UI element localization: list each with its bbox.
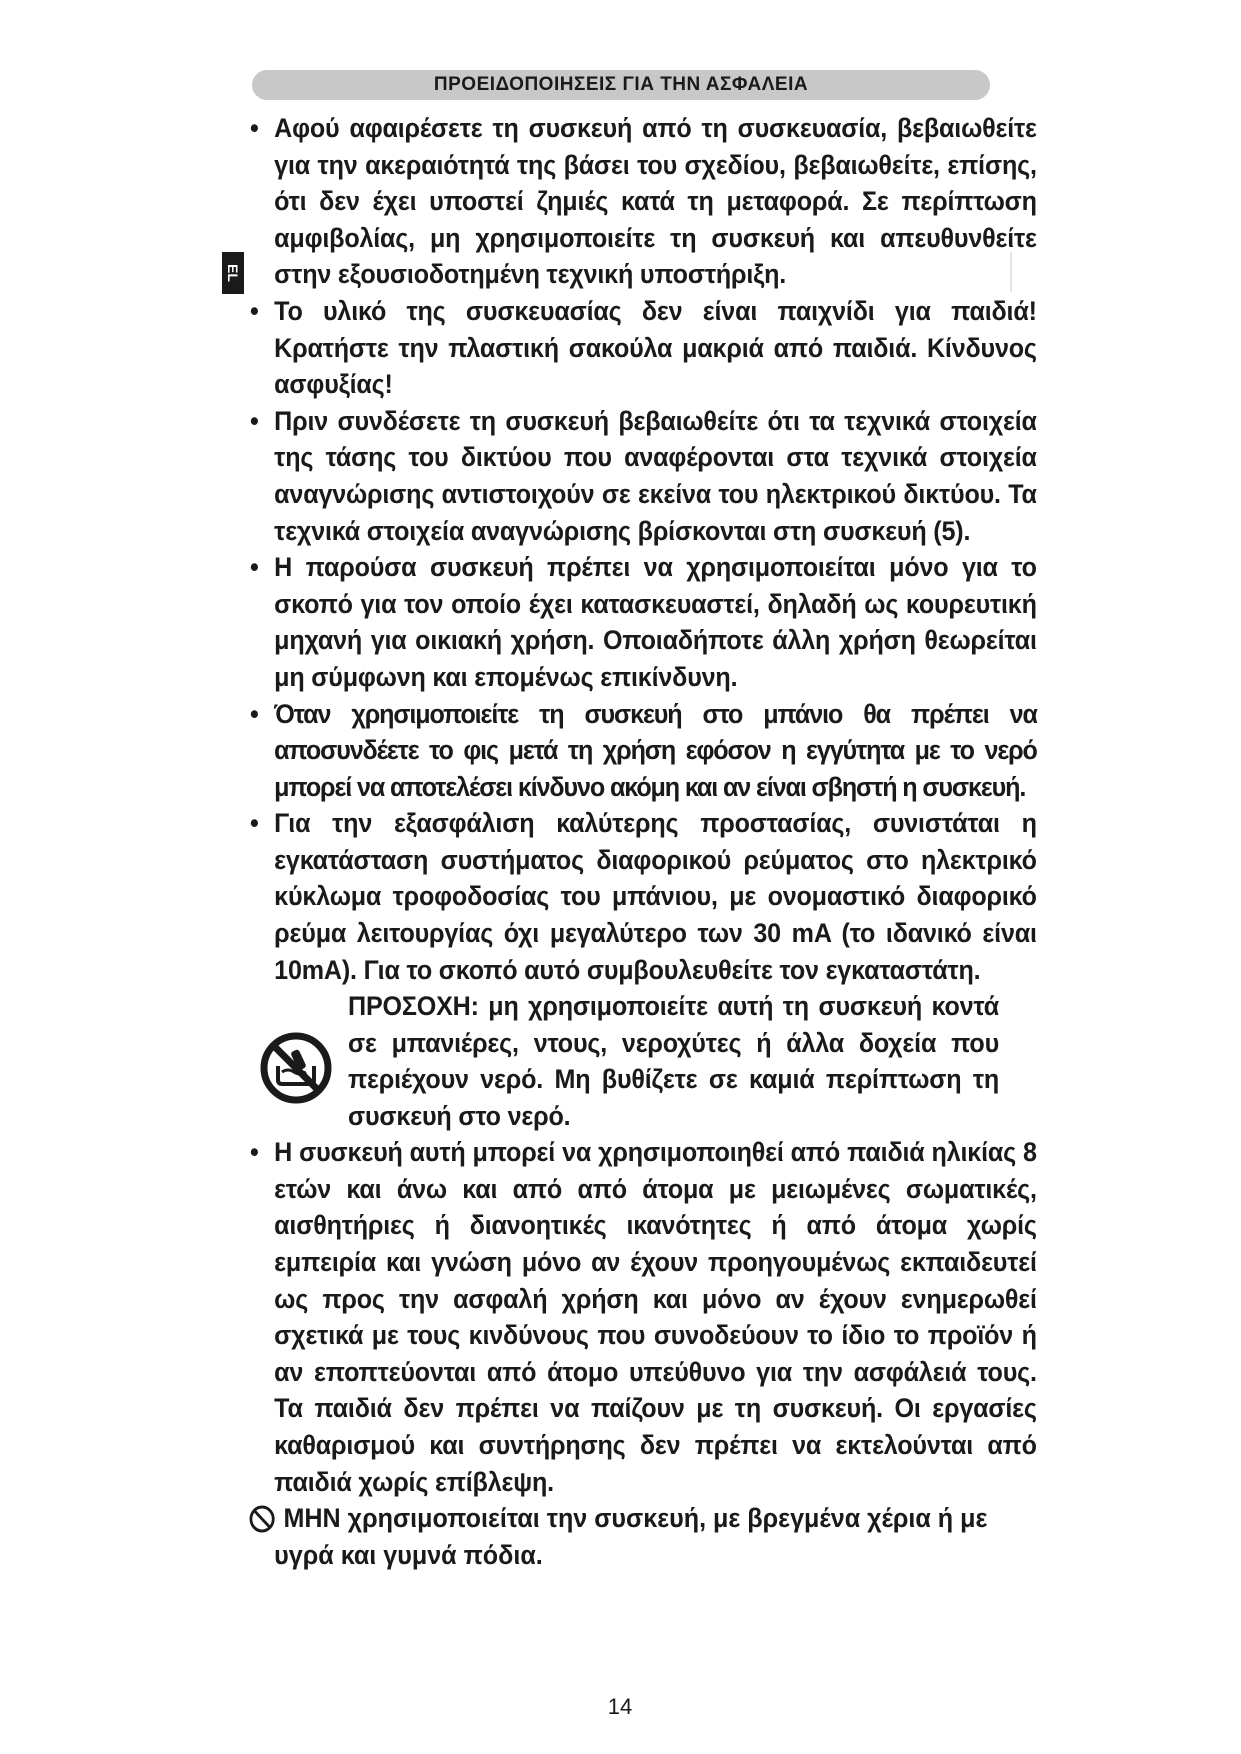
language-tab [222, 252, 244, 294]
bullet-item [250, 1134, 1037, 1500]
bullet-dot: • [250, 552, 259, 583]
no-water-use-icon [260, 1032, 332, 1104]
bullet-text: Πριν συνδέσετε τη συσκευή βεβαιωθείτε ότι τα τεχνικά στοιχεία της τάσης του δικτύου που αναφέρονται στα τεχνικά στοιχεία αναγνώρισης αντιστοιχούν σε εκείνα του ηλεκτρικού δικτύου. Τα τεχνικά στοιχεία αναγνώρισης βρίσκονται στη συσκευή (5). [274, 405, 1037, 546]
water-warning-block [250, 988, 1020, 1134]
prohibited-icon [248, 1504, 276, 1534]
bullet-item [250, 403, 1037, 549]
bullet-dot: • [250, 405, 259, 436]
bullet-item [250, 805, 1037, 988]
bullet-text: Το υλικό της συσκευασίας δεν είναι παιχνίδι για παιδιά! Κρατήστε την πλαστική σακούλα μακριά από παιδιά. Κίνδυνος ασφυξίας! [274, 295, 1037, 400]
wet-hands-warning-text: ΜΗΝ χρησιμοποιείται την συσκευή, με βρεγμένα χέρια ή με υγρά και γυμνά πόδια. [274, 1503, 988, 1570]
safety-content [250, 110, 1037, 1573]
bullet-item [250, 549, 1037, 695]
bullet-dot: • [250, 295, 259, 326]
language-tab-label: EL [224, 264, 241, 282]
bullet-text: Η παρούσα συσκευή πρέπει να χρησιμοποιείται μόνο για το σκοπό για τον οποίο έχει κατασκευαστεί, δηλαδή ως κουρευτική μηχανή για οικιακή χρήση. Οποιαδήποτε άλλη χρήση θεωρείται μη σύμφωνη και επομένως επικίνδυνη. [274, 552, 1037, 692]
bullet-text: Για την εξασφάλιση καλύτερης προστασίας, συνιστάται η εγκατάσταση συστήματος διαφορικού ρεύματος στο ηλεκτρικό κύκλωμα τροφοδοσίας του μπάνιου, με ονομαστικό διαφορικό ρεύμα λειτουργίας όχι μεγαλύτερο των 30 mA (το ιδανικό είναι 10mA). Για το σκοπό αυτό συμβουλευθείτε τον εγκαταστάτη. [274, 808, 1037, 985]
bullet-dot: • [250, 1137, 259, 1168]
bullet-dot: • [250, 808, 259, 839]
water-warning-text: ΠΡΟΣΟΧΗ: μη χρησιμοποιείτε αυτή τη συσκευή κοντά σε μπανιέρες, ντους, νεροχύτες ή άλλα δοχεία που περιέχουν νερό. Μη βυθίζετε σε καμιά περίπτωση τη συσκευή στο νερό. [348, 991, 999, 1132]
bullet-item [250, 293, 1037, 403]
bullet-text: Η συσκευή αυτή μπορεί να χρησιμοποιηθεί από παιδιά ηλικίας 8 ετών και άνω και από από άτομα με μειωμένες σωματικές, αισθητήριες ή διανοητικές ικανότητες ή από άτομα χωρίς εμπειρία και γνώση μόνο αν έχουν προηγουμένως εκπαιδευτεί ως προς την ασφαλή χρήση και μόνο αν έχουν ενημερωθεί σχετικά με τους κινδύνους που συνοδεύουν το ίδιο το προϊόν ή αν εποπτεύονται από άτομο υπεύθυνο για την ασφάλειά τους. Τα παιδιά δεν πρέπει να παίζουν με τη συσκευή. Οι εργασίες καθαρισμού και συντήρησης δεν πρέπει να εκτελούνται από παιδιά χωρίς επίβλεψη. [274, 1137, 1037, 1497]
wet-hands-warning [250, 1500, 1037, 1573]
bullet-dot: • [250, 113, 259, 143]
bullet-dot: • [250, 698, 258, 729]
bullet-text: Αφού αφαιρέσετε τη συσκευή από τη συσκευασία, βεβαιωθείτε για την ακεραιότητά της βάσει του σχεδίου, βεβαιωθείτε, επίσης, ότι δεν έχει υποστεί ζημιές κατά τη μεταφορά. Σε περίπτωση αμφιβολίας, μη χρησιμοποιείτε τη συσκευή και απευθυνθείτε στην εξουσιοδοτημένη τεχνική υποστήριξη. [274, 113, 1037, 290]
bullet-item [250, 696, 1037, 806]
bullet-text: Όταν χρησιμοποιείτε τη συσκευή στο μπάνιο θα πρέπει να αποσυνδέετε το φις μετά τη χρήση εφόσον η εγγύτητα με το νερό μπορεί να αποτελέσει κίνδυνο ακόμη και αν είναι σβηστή η συσκευή. [274, 698, 1037, 802]
page-number: 14 [607, 1694, 633, 1719]
section-header: ΠΡΟΕΙΔΟΠΟΙΗΣΕΙΣ ΓΙΑ ΤΗΝ ΑΣΦΑΛΕΙΑ [252, 70, 990, 100]
bullet-item [250, 110, 1037, 293]
